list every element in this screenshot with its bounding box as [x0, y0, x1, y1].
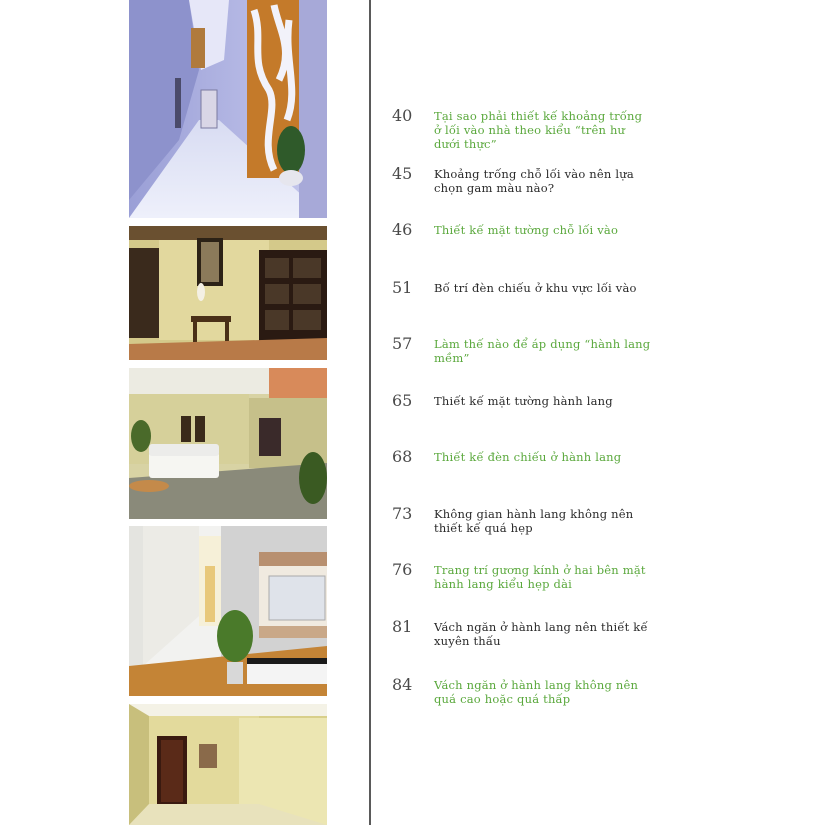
toc-page-number: 40 [392, 106, 413, 125]
toc-title: Thiết kế đèn chiếu ở hành lang [434, 450, 622, 464]
column-divider [369, 0, 371, 825]
toc-entry-57 [392, 336, 652, 365]
toc-entry-46 [392, 222, 652, 238]
toc-entry-51 [392, 280, 652, 296]
toc-entry-68 [392, 449, 652, 465]
toc-entry-76 [392, 562, 652, 591]
toc-entry-45 [392, 166, 652, 195]
photo-white-corridor [129, 0, 327, 218]
photo-corridor-door [129, 704, 327, 825]
toc-entry-73 [392, 506, 652, 535]
toc-page-number: 76 [392, 560, 413, 579]
toc-entry-81 [392, 619, 652, 648]
photo-living-room-sofa [129, 368, 327, 519]
toc-title: Tại sao phải thiết kế khoảng trống ở lối vào nhà theo kiểu “trên hư dưới thực” [434, 109, 643, 151]
toc-title: Thiết kế mặt tường chỗ lối vào [434, 223, 619, 237]
toc-page-number: 57 [392, 334, 413, 353]
toc-title: Trang trí gương kính ở hai bên mặt hành lang kiểu hẹp dài [434, 563, 646, 591]
toc-page-number: 84 [392, 675, 413, 694]
toc-page-number: 65 [392, 391, 413, 410]
photo-hallway-tv-wall [129, 526, 327, 696]
toc-entry-40 [392, 108, 652, 151]
toc-title: Thiết kế mặt tường hành lang [434, 394, 613, 408]
toc-page-number: 51 [392, 278, 413, 297]
toc-entry-84 [392, 677, 652, 706]
toc-title: Không gian hành lang không nên thiết kế quá hẹp [434, 507, 634, 535]
toc-page-number: 45 [392, 164, 413, 183]
toc-title: Vách ngăn ở hành lang nên thiết kế xuyên thấu [434, 620, 648, 648]
toc-title: Vách ngăn ở hành lang không nên quá cao hoặc quá thấp [434, 678, 639, 706]
toc-title: Bố trí đèn chiếu ở khu vực lối vào [434, 281, 637, 295]
toc-page-number: 81 [392, 617, 413, 636]
toc-page-number: 68 [392, 447, 413, 466]
toc-title: Làm thế nào để áp dụng “hành lang mềm” [434, 337, 651, 365]
toc-title: Khoảng trống chỗ lối vào nên lựa chọn gam màu nào? [434, 167, 634, 195]
toc-entry-65 [392, 393, 652, 409]
toc-page-number: 73 [392, 504, 413, 523]
photo-entryway-console [129, 226, 327, 360]
toc-page-number: 46 [392, 220, 413, 239]
